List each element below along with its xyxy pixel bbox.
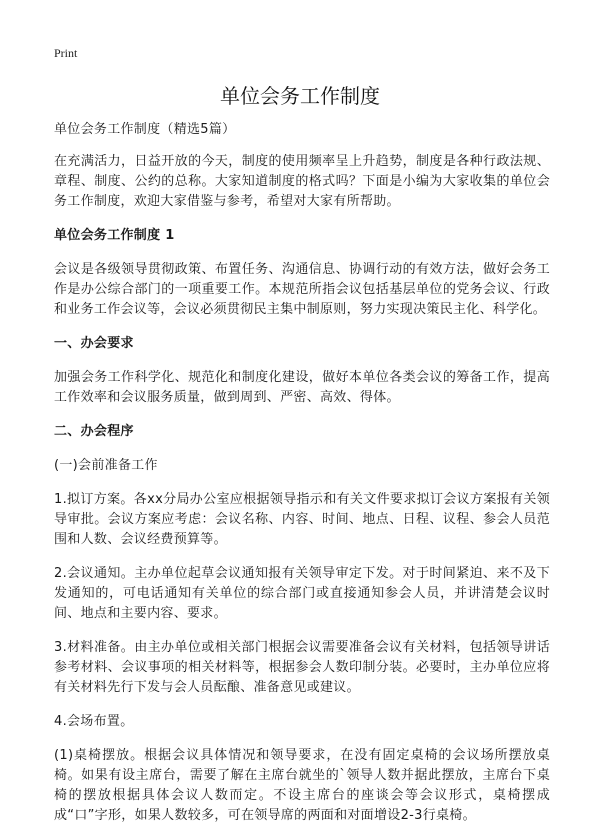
page-title: 单位会务工作制度 (220, 84, 380, 108)
intro-paragraph: 在充满活力，日益开放的今天，制度的使用频率呈上升趋势，制度是各种行政法规、章程、制度、公约的总称。大家知道制度的格式吗？下面是小编为大家收集的单位会务工作制度，欢迎大家借鉴与参考，希望对大家有所帮助。 (54, 154, 550, 209)
heading-requirements: 一、办会要求 (54, 336, 134, 351)
document-body (54, 120, 550, 840)
sub-heading-preparation: (一)会前准备工作 (54, 458, 158, 473)
section-1-paragraph: 会议是各级领导贯彻政策、布置任务、沟通信息、协调行动的有效方法，做好会务工作是办公综合部门的一项重要工作。本规范所指会议包括基层单位的党务会议、行政和业务工作会议等，会议必须贯彻民主集中制原则，努力实现决策民主化、科学化。 (54, 262, 550, 317)
list-item: (1)桌椅摆放。根据会议具体情况和领导要求，在没有固定桌椅的会议场所摆放桌椅。如果有设主席台，需要了解在主席台就坐的`领导人数并据此摆放，主席台下桌椅的摆放根据具体会议人数而定。不设主席台的座谈会等会议形式，桌椅摆成成“口”字形，如果人数较多，可在领导席的两面和对面增设2-3行桌椅。 (54, 748, 550, 823)
heading-procedure: 二、办会程序 (54, 424, 134, 439)
list-item: 3.材料准备。由主办单位或相关部门根据会议需要准备会议有关材料，包括领导讲话参考材料、会议事项的相关材料等，根据参会人数印制分装。必要时，主办单位应将有关材料先行下发与会人员酝酿、准备意见或建议。 (54, 640, 550, 695)
requirements-paragraph: 加强会务工作科学化、规范化和制度化建设，做好本单位各类会议的筹备工作，提高工作效率和会议服务质量，做到周到、严密、高效、得体。 (54, 370, 550, 405)
list-item: 1.拟订方案。各xx分局办公室应根据领导指示和有关文件要求拟订会议方案报有关领导审批。会议方案应考虑：会议名称、内容、时间、地点、日程、议程、参会人员范围和人数、会议经费预算等。 (54, 492, 550, 547)
document-subtitle: 单位会务工作制度（精选5篇） (54, 122, 236, 137)
section-1-heading: 单位会务工作制度 1 (54, 228, 175, 243)
list-item: 4.会场布置。 (54, 714, 134, 729)
print-link[interactable]: Print (54, 46, 78, 60)
list-item: 2.会议通知。主办单位起草会议通知报有关领导审定下发。对于时间紧迫、来不及下发通知的，可电话通知有关单位的综合部门或直接通知参会人员，并讲清楚会议时间、地点和主要内容、要求。 (54, 566, 550, 621)
